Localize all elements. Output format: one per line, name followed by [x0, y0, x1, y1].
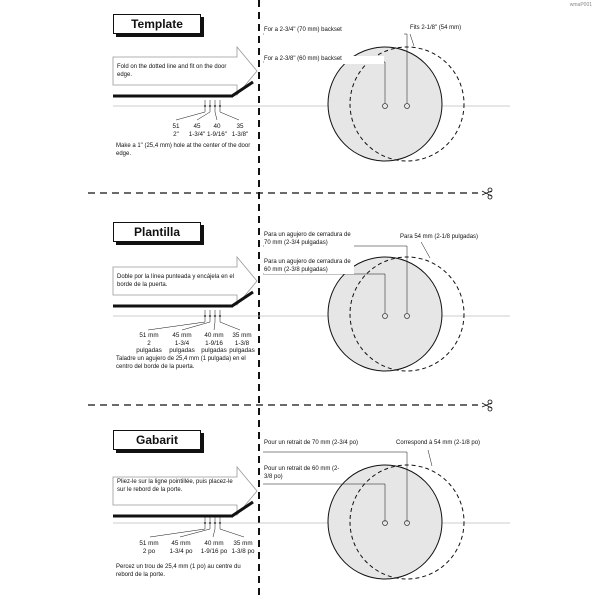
fold-instruction: Doble por la línea punteada y encájela en el borde de la puerta. [117, 274, 235, 288]
backset-60-label: For a 2-3/8" (60 mm) backset [264, 56, 384, 64]
measurement-label: 45 mm 1-3/4 po [169, 540, 193, 555]
measurement-label: 40 1-9/16" [206, 123, 228, 138]
fits-label: Correspond à 54 mm (2-1/8 po) [396, 440, 496, 448]
measurement-label: 35 mm 1-3/8 pulgadas [229, 332, 255, 354]
backset-70-label: For a 2-3/4" (70 mm) backset [264, 27, 404, 35]
backset-70-label: Para un agujero de cerradura de 70 mm (2-3/4 pulgadas) [264, 232, 354, 247]
section-title-template: Template [113, 14, 201, 34]
backset-60-label: Para un agujero de cerradura de 60 mm (2-3/8 pulgadas) [264, 259, 354, 274]
hole-note: Percez un trou de 25,4 mm (1 po) au centre du rebord de la porte. [116, 564, 241, 578]
measurement-label: 35 mm 1-3/8 po [231, 540, 255, 555]
measurement-label: 45 1-3/4" [188, 123, 206, 138]
section-title-plantilla: Plantilla [113, 222, 201, 242]
fold-instruction: Pliez-le sur la ligne pointillée, puis placez-le sur le rebord de la porte. [117, 479, 233, 493]
scissors-icon [482, 400, 492, 411]
backset-70-label: Pour un retrait de 70 mm (2-3/4 po) [264, 440, 414, 448]
backset-60-label: Pour un retrait de 60 mm (2-3/8 po) [264, 466, 344, 481]
measurement-label: 40 mm 1-9/16 po [200, 540, 228, 555]
section-template [113, 34, 510, 161]
fold-instruction: Fold on the dotted line and fit on the door edge. [117, 64, 227, 78]
measurement-label: 51 mm 2 pulgadas [136, 332, 162, 354]
measurement-label: 40 mm 1-9/16 pulgadas [201, 332, 227, 354]
hole-note: Make a 1" (25,4 mm) hole at the center of the door edge. [116, 143, 251, 157]
section-title-gabarit: Gabarit [113, 430, 201, 450]
measurement-label: 35 1-3/8" [231, 123, 249, 138]
measurement-label: 51 2" [172, 123, 180, 138]
scissors-icon [482, 188, 492, 199]
measurement-label: 45 mm 1-3/4 pulgadas [169, 332, 195, 354]
fits-label: Para 54 mm (2-1/8 pulgadas) [400, 234, 500, 242]
fits-label: Fits 2-1/8" (54 mm) [410, 25, 500, 33]
document-code: wmaP001 [569, 2, 592, 8]
hole-note: Taladre un agujero de 25,4 mm (1 pulgada) en el centro del borde de la puerta. [116, 356, 246, 370]
measurement-label: 51 mm 2 po [139, 540, 159, 555]
